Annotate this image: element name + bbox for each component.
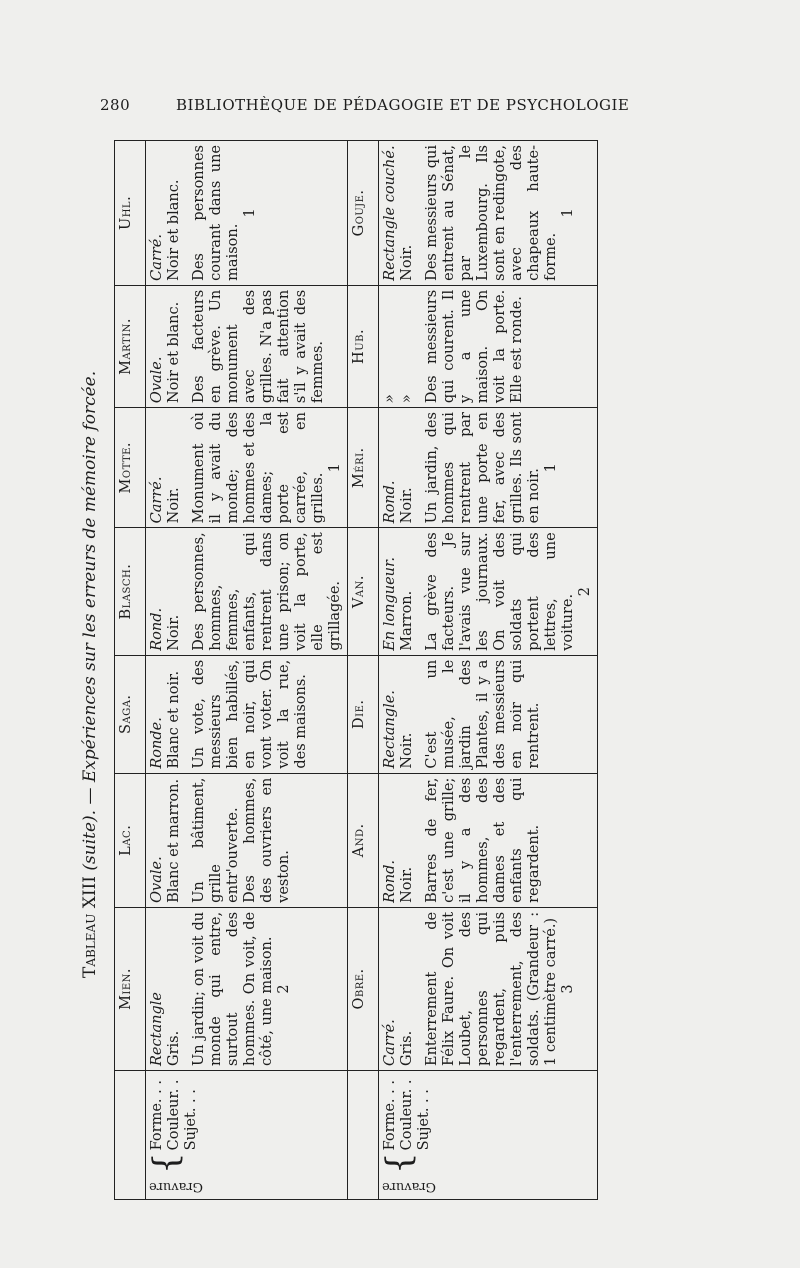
column-header: Méri. — [348, 408, 379, 528]
entry-cell — [379, 141, 598, 286]
entry-forme: Carré. — [149, 234, 165, 281]
label-box — [146, 1075, 209, 1195]
label-forme: Forme. . . — [149, 1080, 165, 1151]
page-number: 280 — [100, 96, 131, 114]
entry-couleur: » — [399, 394, 415, 404]
column-header: Saga. — [115, 655, 146, 773]
column-header: Martin. — [115, 285, 146, 407]
entry-couleur: Noir. — [166, 614, 182, 651]
table-block-2 — [348, 141, 598, 1200]
caption-label: Tableau XIII — [80, 876, 100, 978]
entry-sujet: Des personnes, hommes, femmes, enfants, qui rentrent dans une prison; on voit la porte, elle est grillagée. — [191, 532, 343, 651]
entry-cell — [379, 285, 598, 407]
entry-couleur: Blanc et noir. — [166, 670, 182, 769]
entry-couleur: Gris. — [399, 1030, 415, 1066]
entry-couleur: Blanc et marron. — [166, 778, 182, 903]
header-row — [348, 141, 379, 1200]
column-header: Van. — [348, 528, 379, 655]
entry-forme: Carré. — [382, 1019, 398, 1066]
entry-number: 2 — [276, 984, 292, 994]
entry-couleur: Noir. — [399, 487, 415, 524]
entry-cell — [146, 773, 348, 907]
entry-sujet: Barres de fer, c'est une grille; il y a des hommes, des dames et des enfants qui regardent. — [424, 777, 542, 903]
entry-sujet: Un bâtiment, grille entr'ouverte. Des hommes, des ouvriers en veston. — [191, 777, 292, 903]
entry-forme: Ronde. — [149, 717, 165, 769]
entry-forme: Rectangle. — [382, 690, 398, 769]
label-sujet: Sujet. . . — [416, 1089, 432, 1151]
entry-couleur: Noir. — [399, 866, 415, 903]
entry-sujet: Un jardin; on voit du monde qui entre, surtout des hommes. On voit, de côté, une maison. — [191, 911, 275, 1066]
entry-forme: Rectangle — [149, 992, 165, 1066]
data-row — [146, 141, 348, 1200]
entry-sujet: Des personnes courant dans une maison. — [191, 145, 241, 281]
entry-number: 3 — [560, 984, 576, 994]
column-header: Uhl. — [115, 141, 146, 286]
label-couleur: Couleur. . — [166, 1079, 182, 1151]
entry-sujet: Monument où il y avait du monde; des hommes et des dames; la porte est carrée, en grilles. — [191, 412, 326, 524]
entry-cell — [146, 528, 348, 655]
column-header: Mien. — [115, 907, 146, 1070]
brace-glyph: { — [379, 1152, 419, 1174]
entry-cell — [379, 773, 598, 907]
label-list — [149, 1079, 200, 1150]
caption-suite: (suite). — [80, 809, 100, 871]
entry-forme: Ovale. — [149, 356, 165, 404]
label-forme: Forme. . . — [382, 1080, 398, 1151]
entry-couleur: Noir. — [399, 732, 415, 769]
header-row — [115, 141, 146, 1200]
entry-forme: Rond. — [382, 480, 398, 524]
caption-title: Expériences sur les erreurs de mémoire forcée. — [80, 370, 100, 783]
entry-sujet: Des facteurs en grève. Un monument avec des grilles. N'a pas fait attention s'il y avait des femmes. — [191, 289, 326, 404]
entry-cell — [379, 655, 598, 773]
column-header: And. — [348, 773, 379, 907]
label-sujet: Sujet. . . — [183, 1089, 199, 1151]
entry-cell — [379, 528, 598, 655]
entry-couleur: Noir. — [399, 244, 415, 281]
entry-number: 2 — [577, 586, 593, 597]
entry-sujet: Des messieurs qui courent. Il y a une maison. On voit la porte. Elle est ronde. — [424, 289, 525, 404]
entry-cell — [379, 408, 598, 528]
entry-forme: Rond. — [382, 859, 398, 903]
group-label: Gravure — [149, 1179, 203, 1194]
column-header: Hub. — [348, 285, 379, 407]
entry-couleur: Gris. — [166, 1030, 182, 1066]
column-header: Motte. — [115, 408, 146, 528]
column-header: Lac. — [115, 773, 146, 907]
entry-forme: Carré. — [149, 476, 165, 524]
entry-sujet: Un jardin, des hommes qui rentrent par une porte en fer, avec des grilles. Ils sont en noir. — [424, 412, 542, 524]
entry-cell — [146, 408, 348, 528]
table-block-1 — [115, 141, 348, 1200]
column-header: Obre. — [348, 907, 379, 1070]
entry-cell — [146, 655, 348, 773]
entry-cell — [146, 141, 348, 286]
entry-forme: En longueur. — [382, 557, 398, 651]
entry-sujet: Un vote, des messieurs bien habillés, en noir, qui vont voter. On voit la rue, des maisons. — [191, 659, 309, 769]
row-labels — [379, 1071, 598, 1200]
entry-couleur: Noir et blanc. — [166, 301, 182, 404]
entry-forme: Ovale. — [149, 856, 165, 903]
row-labels — [146, 1071, 348, 1200]
entry-cell — [146, 285, 348, 407]
entry-sujet: Des messieurs qui entrent au Sénat, par le Luxembourg. Ils sont en redingote, avec des chapeaux haute-forme. — [424, 145, 559, 281]
entry-number: 1 — [543, 463, 559, 473]
corner-cell — [115, 1071, 146, 1200]
column-header: Gouje. — [348, 141, 379, 286]
entry-cell — [379, 907, 598, 1070]
entry-forme: Rectangle couché. — [382, 145, 398, 281]
label-box — [379, 1075, 442, 1195]
entry-forme: Rond. — [149, 607, 165, 651]
group-label: Gravure — [382, 1179, 436, 1194]
entry-number: 1 — [242, 208, 258, 218]
entry-number: 1 — [560, 208, 576, 218]
column-header: Die. — [348, 655, 379, 773]
entry-sujet: C'est un musée, le jardin des Plantes, il y a des messieurs en noir qui rentrent. — [424, 659, 542, 769]
entry-sujet: Enterrement de Félix Faure. On voit Loubet, des personnes qui regardent, puis l'enterrement, des soldats. (Grandeur : 1 centimètre carré.) — [424, 911, 559, 1066]
entry-forme: » — [382, 394, 398, 404]
entry-number: 1 — [327, 463, 343, 473]
column-header: Blasch. — [115, 528, 146, 655]
entry-cell — [146, 907, 348, 1070]
entry-couleur: Noir. — [166, 487, 182, 524]
entry-couleur: Noir et blanc. — [166, 179, 182, 281]
entry-sujet: La grève des facteurs. Je l'avais vue sur les journaux. On voit des soldats qui portent des lettres, une voiture. — [424, 532, 576, 651]
running-title: BIBLIOTHÈQUE DE PÉDAGOGIE ET DE PSYCHOLOGIE — [176, 96, 630, 114]
caption-dash: — — [80, 782, 100, 810]
table-caption — [80, 278, 100, 978]
brace-glyph: { — [146, 1152, 186, 1174]
corner-cell — [348, 1071, 379, 1200]
data-table — [114, 140, 598, 1200]
entry-couleur: Marron. — [399, 590, 415, 651]
data-row — [379, 141, 598, 1200]
label-couleur: Couleur. . — [399, 1079, 415, 1151]
label-list — [382, 1079, 433, 1150]
